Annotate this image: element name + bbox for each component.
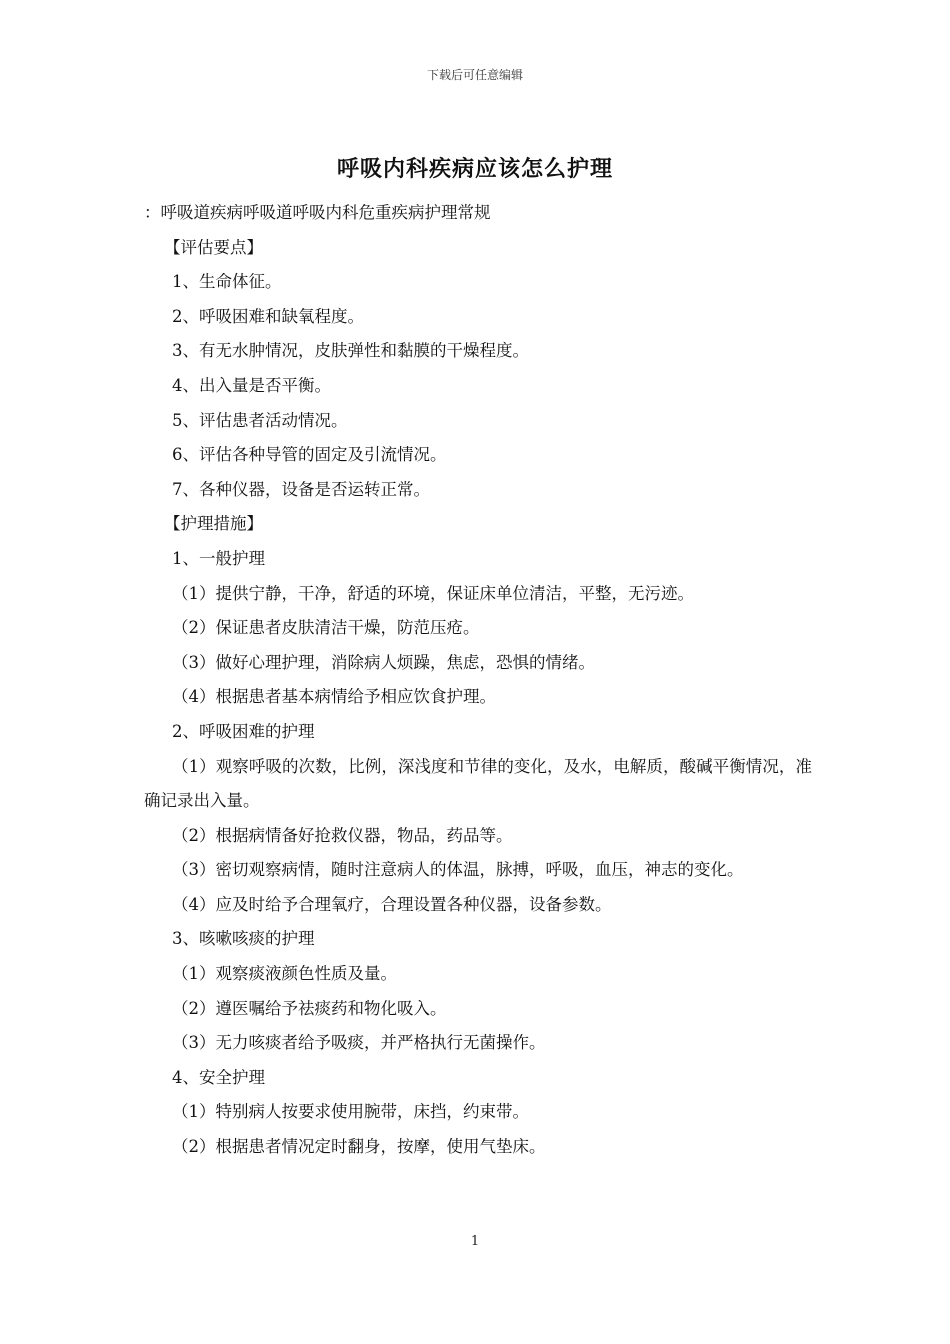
section-title: 3、咳嗽咳痰的护理 bbox=[172, 929, 315, 949]
measure-item: （1）观察呼吸的次数，比例，深浅度和节律的变化，及水，电解质，酸碱平衡情况，准确记录出入量。 bbox=[144, 756, 812, 811]
measure-item: （4）根据患者基本病情给予相应饮食护理。 bbox=[172, 687, 496, 707]
intro-line: ：呼吸道疾病呼吸道呼吸内科危重疾病护理常规 bbox=[144, 203, 491, 222]
header-note: 下载后可任意编辑 bbox=[426, 68, 523, 82]
assessment-item: 6、评估各种导管的固定及引流情况。 bbox=[172, 445, 447, 465]
page-number: 1 bbox=[470, 1234, 480, 1249]
assessment-heading: 【评估要点】 bbox=[164, 237, 263, 257]
assessment-item: 3、有无水肿情况，皮肤弹性和黏膜的干燥程度。 bbox=[172, 341, 529, 361]
measure-item: （2）根据病情备好抢救仪器，物品，药品等。 bbox=[172, 825, 513, 845]
measure-item: （3）密切观察病情，随时注意病人的体温，脉搏，呼吸，血压，神志的变化。 bbox=[172, 860, 744, 880]
assessment-item: 4、出入量是否平衡。 bbox=[172, 375, 331, 395]
measure-item: （1）提供宁静，干净，舒适的环境，保证床单位清洁，平整，无污迹。 bbox=[172, 583, 694, 603]
document-title: 呼吸内科疾病应该怎么护理 bbox=[336, 156, 613, 182]
measure-item: （3）无力咳痰者给予吸痰，并严格执行无菌操作。 bbox=[172, 1033, 546, 1053]
measure-item: （4）应及时给予合理氧疗，合理设置各种仪器，设备参数。 bbox=[172, 894, 612, 914]
assessment-item: 7、各种仪器，设备是否运转正常。 bbox=[172, 479, 430, 499]
measure-item: （1）观察痰液颜色性质及量。 bbox=[172, 964, 397, 984]
assessment-item: 2、呼吸困难和缺氧程度。 bbox=[172, 306, 364, 326]
measures-heading: 【护理措施】 bbox=[164, 514, 263, 534]
measure-item: （2）根据患者情况定时翻身，按摩，使用气垫床。 bbox=[172, 1137, 546, 1157]
document-body bbox=[144, 196, 812, 1165]
measure-item: （2）遵医嘱给予祛痰药和物化吸入。 bbox=[172, 998, 447, 1018]
assessment-item: 5、评估患者活动情况。 bbox=[172, 410, 348, 430]
assessment-item: 1、生命体征。 bbox=[172, 272, 282, 292]
measure-item: （1）特别病人按要求使用腕带，床挡，约束带。 bbox=[172, 1102, 529, 1122]
section-title: 1、一般护理 bbox=[172, 548, 265, 568]
measure-item: （3）做好心理护理，消除病人烦躁，焦虑，恐惧的情绪。 bbox=[172, 652, 595, 672]
section-title: 4、安全护理 bbox=[172, 1067, 265, 1087]
section-title: 2、呼吸困难的护理 bbox=[172, 721, 315, 741]
measure-item: （2）保证患者皮肤清洁干燥，防范压疮。 bbox=[172, 618, 480, 638]
